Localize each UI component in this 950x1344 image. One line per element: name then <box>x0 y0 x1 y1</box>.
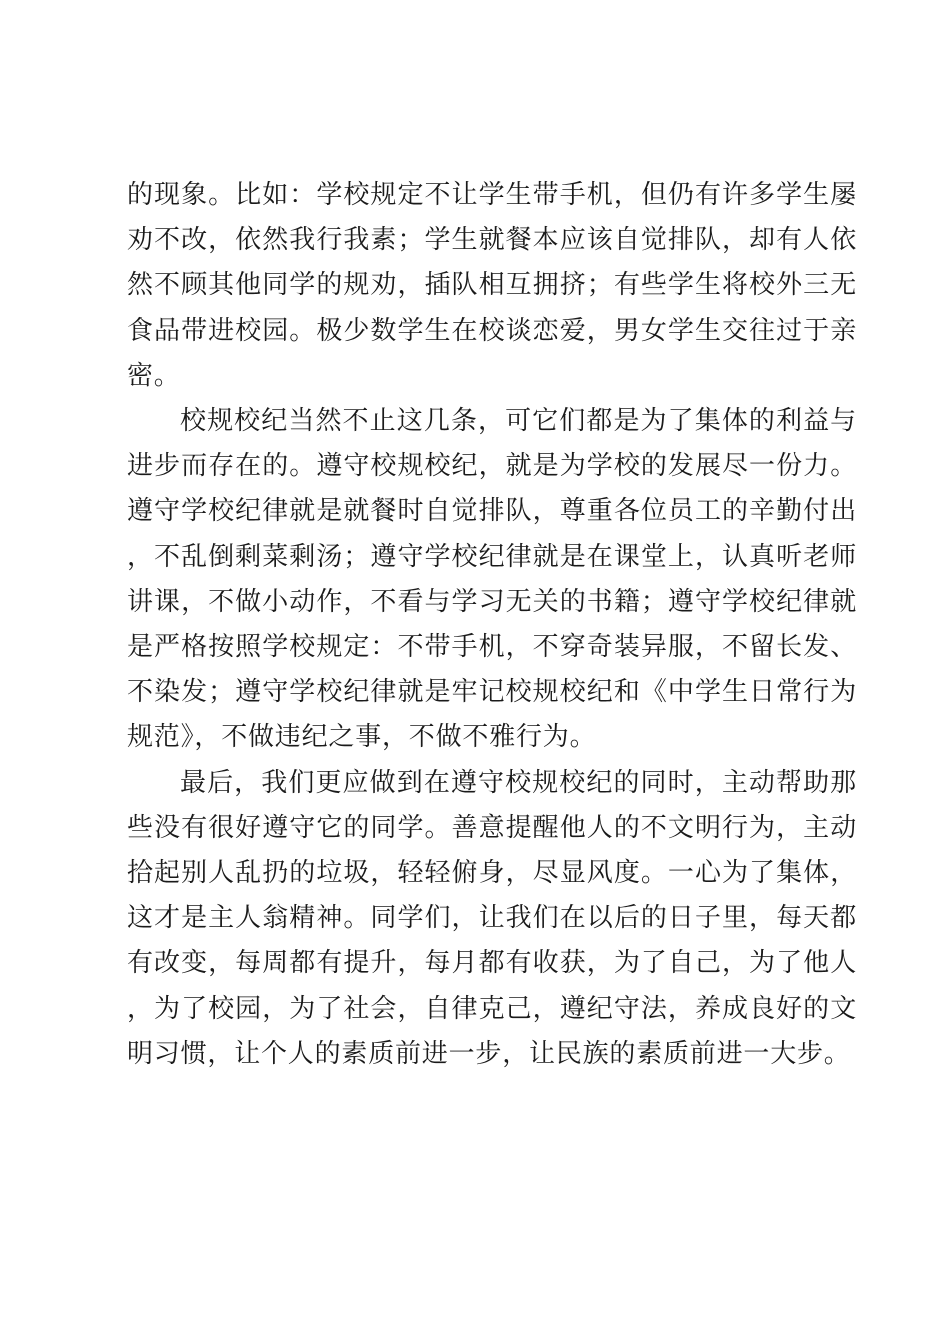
paragraph-continued: 的现象。比如：学校规定不让学生带手机，但仍有许多学生屡劝不改，依然我行我素；学生就餐本应该自觉排队，却有人依然不顾其他同学的规劝，插队相互拥挤；有些学生将校外三无食品带进校园。极少数学生在校谈恋爱，男女学生交往过于亲密。 <box>127 180 857 391</box>
paragraph-school-rules: 校规校纪当然不止这几条，可它们都是为了集体的利益与进步而存在的。遵守校规校纪，就是为学校的发展尽一份力。遵守学校纪律就是就餐时自觉排队，尊重各位员工的辛勤付出，不乱倒剩菜剩汤；遵守学校纪律就是在课堂上，认真听老师讲课，不做小动作，不看与学习无关的书籍；遵守学校纪律就是严格按照学校规定：不带手机，不穿奇装异服，不留长发、不染发；遵守学校纪律就是牢记校规校纪和《中学生日常行为规范》，不做违纪之事，不做不雅行为。 <box>127 406 857 753</box>
paragraph-conclusion: 最后，我们更应做到在遵守校规校纪的同时，主动帮助那些没有很好遵守它的同学。善意提醒他人的不文明行为，主动拾起别人乱扔的垃圾，轻轻俯身，尽显风度。一心为了集体，这才是主人翁精神。同学们，让我们在以后的日子里，每天都有改变，每周都有提升，每月都有收获，为了自己，为了他人，为了校园，为了社会，自律克己，遵纪守法，养成良好的文明习惯，让个人的素质前进一步，让民族的素质前进一大步。 <box>127 767 857 1069</box>
document-body <box>127 173 857 1077</box>
